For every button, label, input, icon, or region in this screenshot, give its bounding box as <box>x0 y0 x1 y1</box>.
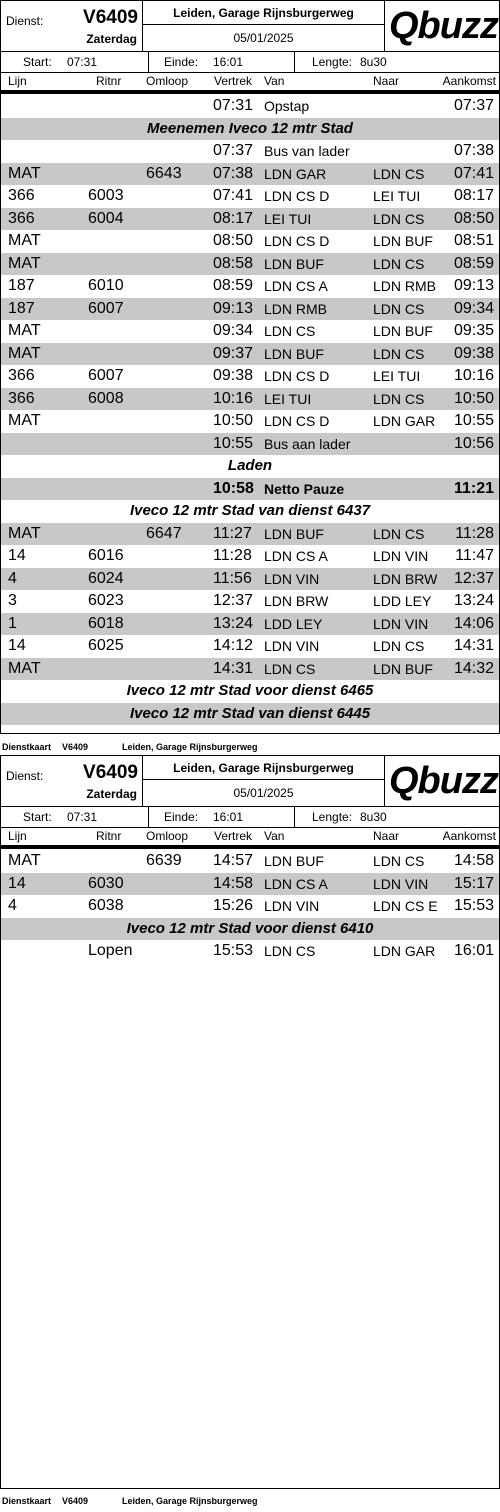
dienstkaart-page-2 <box>0 755 500 1489</box>
footer-location: Leiden, Garage Rijnsburgerweg <box>122 742 258 752</box>
cell-naar: LDN CS <box>373 525 425 542</box>
service-date: 05/01/2025 <box>233 31 294 45</box>
col-omloop: Omloop <box>146 74 189 88</box>
cell-van: LDN BRW <box>264 593 329 609</box>
header-rule <box>1 90 499 94</box>
cell-van: LDN VIN <box>264 570 320 587</box>
table-row <box>1 253 499 276</box>
cell-ritnr: 6007 <box>88 367 124 384</box>
length-label: Lengte: <box>312 55 353 69</box>
cell-aankomst: 10:16 <box>453 367 494 384</box>
cell-van: LDN BUF <box>264 255 324 272</box>
divider <box>294 52 295 72</box>
cell-ritnr: 6008 <box>88 389 124 407</box>
cell-vertrek: 07:38 <box>213 164 254 182</box>
cell-van: LDN CS A <box>264 875 328 892</box>
section-note: Iveco 12 mtr Stad voor dienst 6410 <box>1 918 499 941</box>
cell-van: LDN CS D <box>264 233 330 249</box>
table-row <box>1 185 499 208</box>
cell-van: LDN VIN <box>264 638 320 654</box>
cell-van: LDN CS A <box>264 278 328 294</box>
length-label: Lengte: <box>312 810 353 824</box>
cell-vertrek: 12:37 <box>213 592 254 609</box>
col-omloop: Omloop <box>146 829 189 843</box>
cell-ritnr: 6025 <box>88 637 124 654</box>
col-lijn: Lijn <box>8 829 27 843</box>
cell-aankomst: 08:50 <box>453 209 494 227</box>
cell-omloop: 6647 <box>146 524 182 542</box>
cell-ritnr: 6018 <box>88 614 124 632</box>
page-footer <box>0 740 500 754</box>
footer-location: Leiden, Garage Rijnsburgerweg <box>122 1496 258 1506</box>
col-lijn: Lijn <box>8 74 27 88</box>
cell-vertrek: 15:26 <box>213 897 254 914</box>
col-vertrek: Vertrek <box>214 829 253 843</box>
cell-naar: LEI TUI <box>373 188 421 204</box>
table-row <box>1 613 499 636</box>
table-row <box>1 95 499 118</box>
cell-van: LDD LEY <box>264 615 323 632</box>
cell-vertrek: 08:50 <box>213 232 254 249</box>
cell-aankomst: 07:37 <box>453 97 494 114</box>
dienst-day: Zaterdag <box>86 32 137 46</box>
section-note: Iveco 12 mtr Stad voor dienst 6465 <box>126 682 374 699</box>
cell-lijn: 187 <box>8 299 35 317</box>
table-row <box>1 635 499 658</box>
shift-info-bar <box>1 806 499 828</box>
cell-van: LDN CS <box>264 323 316 339</box>
cell-vertrek: 10:55 <box>213 434 254 452</box>
table-row <box>1 410 499 433</box>
cell-aankomst: 15:53 <box>453 897 494 914</box>
cell-naar: LDN CS <box>373 210 425 227</box>
cell-van: LDN RMB <box>264 300 328 317</box>
table-row <box>1 850 499 873</box>
column-headers <box>1 73 499 90</box>
cell-van: Opstap <box>264 98 310 114</box>
cell-van: LDN CS <box>264 660 316 677</box>
cell-ritnr: Lopen <box>88 942 133 959</box>
col-van: Van <box>264 829 285 843</box>
cell-aankomst: 15:17 <box>453 874 494 892</box>
cell-ritnr: 6004 <box>88 209 124 227</box>
footer-code: V6409 <box>62 742 89 752</box>
cell-vertrek: 15:53 <box>213 942 254 959</box>
cell-omloop: 6643 <box>146 164 182 182</box>
trip-table <box>1 850 499 963</box>
cell-naar: LEI TUI <box>373 368 421 384</box>
cell-aankomst: 13:24 <box>453 592 494 609</box>
cell-naar: LDN VIN <box>373 875 429 892</box>
cell-lijn: 14 <box>8 547 26 564</box>
cell-naar: LDN CS <box>373 165 425 182</box>
cell-lijn: 14 <box>8 874 26 892</box>
cell-aankomst: 14:58 <box>453 852 494 869</box>
cell-lijn: MAT <box>8 659 41 677</box>
logo-text: Qbuzz <box>389 760 498 802</box>
cell-lijn: MAT <box>8 852 41 869</box>
cell-van: Netto Pauze <box>264 480 345 497</box>
col-van: Van <box>264 74 285 88</box>
cell-aankomst: 07:41 <box>453 164 494 182</box>
cell-lijn: MAT <box>8 412 41 429</box>
cell-naar: LDN BUF <box>373 660 433 677</box>
cell-naar: LDN CS <box>373 638 425 654</box>
cell-vertrek: 07:37 <box>213 142 254 159</box>
cell-lijn: 3 <box>8 592 17 609</box>
cell-aankomst: 12:37 <box>453 569 494 587</box>
cell-vertrek: 10:50 <box>213 412 254 429</box>
cell-lijn: 4 <box>8 569 17 587</box>
cell-van: LDN BUF <box>264 345 324 362</box>
cell-lijn: MAT <box>8 232 41 249</box>
table-row <box>1 320 499 343</box>
cell-lijn: 4 <box>8 897 17 914</box>
col-naar: Naar <box>373 829 400 843</box>
table-row <box>1 163 499 186</box>
divider <box>148 52 149 72</box>
start-value: 07:31 <box>67 810 98 824</box>
cell-lijn: 1 <box>8 614 17 632</box>
col-ritnr: Ritnr <box>96 829 122 843</box>
cell-naar: LDN RMB <box>373 278 437 294</box>
cell-naar: LDN GAR <box>373 943 436 959</box>
cell-vertrek: 14:58 <box>213 874 254 892</box>
cell-naar: LDN CS <box>373 255 425 272</box>
cell-aankomst: 10:55 <box>453 412 494 429</box>
cell-vertrek: 09:37 <box>213 344 254 362</box>
start-value: 07:31 <box>67 55 98 69</box>
cell-van: LDN BUF <box>264 853 324 869</box>
cell-aankomst: 09:38 <box>453 344 494 362</box>
cell-aankomst: 14:32 <box>453 659 494 677</box>
cell-vertrek: 09:34 <box>213 322 254 339</box>
cell-ritnr: 6007 <box>88 299 124 317</box>
cell-aankomst: 09:13 <box>453 277 494 294</box>
cell-lijn: 366 <box>8 187 35 204</box>
dienst-block <box>1 1 143 51</box>
cell-lijn: 187 <box>8 277 35 294</box>
cell-naar: LDN CS <box>373 345 425 362</box>
cell-naar: LDN CS E <box>373 898 438 914</box>
table-row <box>1 873 499 896</box>
col-naar: Naar <box>373 74 400 88</box>
divider <box>294 807 295 827</box>
cell-van: LDN CS A <box>264 548 328 564</box>
dienst-block <box>1 756 143 806</box>
header-rule <box>1 845 499 849</box>
cell-vertrek: 10:16 <box>213 389 254 407</box>
cell-vertrek: 08:17 <box>213 209 254 227</box>
cell-vertrek: 14:31 <box>213 659 254 677</box>
col-aankomst: Aankomst <box>442 829 496 843</box>
table-row <box>1 275 499 298</box>
cell-van: LDN CS D <box>264 368 330 384</box>
logo-text: Qbuzz <box>389 5 498 47</box>
table-row <box>1 568 499 591</box>
cell-ritnr: 6038 <box>88 897 124 914</box>
cell-van: LDN CS D <box>264 188 330 204</box>
dienst-label: Dienst: <box>6 14 44 28</box>
cell-naar: LDN BRW <box>373 570 438 587</box>
cell-vertrek: 07:31 <box>213 97 254 114</box>
section-note: Laden <box>227 457 273 474</box>
start-label: Start: <box>23 55 52 69</box>
cell-ritnr: 6003 <box>88 187 124 204</box>
dienstkaart-page-1 <box>0 0 500 734</box>
cell-vertrek: 14:12 <box>213 637 254 654</box>
end-value: 16:01 <box>213 810 244 824</box>
qbuzz-logo <box>385 1 499 51</box>
table-row <box>1 433 499 456</box>
cell-van: LDN GAR <box>264 165 327 182</box>
cell-aankomst: 14:31 <box>453 637 494 654</box>
cell-van: LDN VIN <box>264 898 320 914</box>
cell-vertrek: 11:28 <box>213 547 252 564</box>
cell-omloop: 6639 <box>146 852 182 869</box>
cell-van: LDN BUF <box>264 525 324 542</box>
cell-naar: LDN CS <box>373 300 425 317</box>
cell-naar: LDN BUF <box>373 233 433 249</box>
cell-van: LEI TUI <box>264 390 312 407</box>
table-row <box>1 658 499 681</box>
cell-lijn: MAT <box>8 344 41 362</box>
cell-vertrek: 07:41 <box>213 187 254 204</box>
dienst-code: V6409 <box>83 762 138 783</box>
table-row <box>1 298 499 321</box>
shift-info-bar <box>1 51 499 73</box>
table-row <box>1 365 499 388</box>
cell-van: Bus van lader <box>264 143 350 159</box>
column-headers <box>1 828 499 845</box>
trip-table <box>1 95 499 725</box>
cell-aankomst: 10:50 <box>453 389 494 407</box>
cell-ritnr: 6024 <box>88 569 124 587</box>
cell-lijn: 366 <box>8 209 35 227</box>
cell-aankomst: 08:59 <box>453 254 494 272</box>
garage-location: Leiden, Garage Rijnsburgerweg <box>143 1 384 25</box>
cell-aankomst: 16:01 <box>453 942 494 959</box>
cell-aankomst: 07:38 <box>453 142 494 159</box>
cell-lijn: MAT <box>8 254 41 272</box>
cell-lijn: 366 <box>8 389 35 407</box>
cell-naar: LDN BUF <box>373 323 433 339</box>
qbuzz-logo <box>385 756 499 806</box>
cell-aankomst: 09:35 <box>453 322 494 339</box>
col-aankomst: Aankomst <box>442 74 496 88</box>
cell-van: Bus aan lader <box>264 435 351 452</box>
cell-naar: LDN CS <box>373 853 425 869</box>
table-row <box>1 208 499 231</box>
start-label: Start: <box>23 810 52 824</box>
page-footer <box>0 1494 500 1508</box>
cell-lijn: MAT <box>8 524 41 542</box>
cell-vertrek: 11:27 <box>213 524 252 542</box>
length-value: 8u30 <box>360 55 387 69</box>
dienst-label: Dienst: <box>6 769 44 783</box>
cell-van: LDN CS <box>264 943 316 959</box>
cell-lijn: 14 <box>8 637 26 654</box>
col-ritnr: Ritnr <box>96 74 122 88</box>
dienst-code: V6409 <box>83 7 138 28</box>
table-row <box>1 140 499 163</box>
table-row <box>1 388 499 411</box>
cell-vertrek: 10:58 <box>213 479 254 497</box>
table-row <box>1 230 499 253</box>
cell-ritnr: 6030 <box>88 874 124 892</box>
length-value: 8u30 <box>360 810 387 824</box>
garage-location: Leiden, Garage Rijnsburgerweg <box>143 756 384 780</box>
footer-label: Dienstkaart <box>2 742 52 752</box>
cell-naar: LDN GAR <box>373 413 436 429</box>
cell-lijn: MAT <box>8 164 41 182</box>
cell-aankomst: 14:06 <box>453 614 494 632</box>
cell-lijn: 366 <box>8 367 35 384</box>
cell-aankomst: 11:47 <box>455 547 494 564</box>
cell-ritnr: 6010 <box>88 277 124 294</box>
section-note: Meenemen Iveco 12 mtr Stad <box>1 118 499 141</box>
section-note: Iveco 12 mtr Stad van dienst 6437 <box>129 502 371 519</box>
cell-naar: LDD LEY <box>373 593 432 609</box>
table-row <box>1 523 499 546</box>
table-row <box>1 478 499 501</box>
cell-vertrek: 11:56 <box>213 569 252 587</box>
cell-ritnr: 6016 <box>88 547 124 564</box>
cell-vertrek: 08:59 <box>213 277 254 294</box>
col-vertrek: Vertrek <box>214 74 253 88</box>
cell-van: LEI TUI <box>264 210 312 227</box>
location-date-block <box>143 1 385 51</box>
cell-aankomst: 08:51 <box>453 232 494 249</box>
end-value: 16:01 <box>213 55 244 69</box>
cell-vertrek: 14:57 <box>213 852 254 869</box>
table-row <box>1 590 499 613</box>
cell-lijn: MAT <box>8 322 41 339</box>
cell-vertrek: 09:38 <box>213 367 254 384</box>
section-note: Iveco 12 mtr Stad van dienst 6445 <box>1 703 499 726</box>
cell-aankomst: 08:17 <box>453 187 494 204</box>
footer-label: Dienstkaart <box>2 1496 52 1506</box>
footer-code: V6409 <box>62 1496 89 1506</box>
cell-van: LDN CS D <box>264 413 330 429</box>
end-label: Einde: <box>164 810 199 824</box>
cell-vertrek: 08:58 <box>213 254 254 272</box>
table-row <box>1 940 499 963</box>
cell-naar: LDN CS <box>373 390 425 407</box>
dienst-day: Zaterdag <box>86 787 137 801</box>
table-row <box>1 545 499 568</box>
service-date: 05/01/2025 <box>233 786 294 800</box>
cell-aankomst: 11:28 <box>455 524 494 542</box>
location-date-block <box>143 756 385 806</box>
divider <box>148 807 149 827</box>
cell-naar: LDN VIN <box>373 615 429 632</box>
table-row <box>1 343 499 366</box>
cell-naar: LDN VIN <box>373 548 429 564</box>
cell-aankomst: 09:34 <box>453 299 494 317</box>
cell-vertrek: 13:24 <box>213 614 254 632</box>
cell-aankomst: 10:56 <box>453 434 494 452</box>
cell-vertrek: 09:13 <box>213 299 254 317</box>
end-label: Einde: <box>164 55 199 69</box>
cell-aankomst: 11:21 <box>453 479 494 497</box>
table-row <box>1 895 499 918</box>
cell-ritnr: 6023 <box>88 592 124 609</box>
